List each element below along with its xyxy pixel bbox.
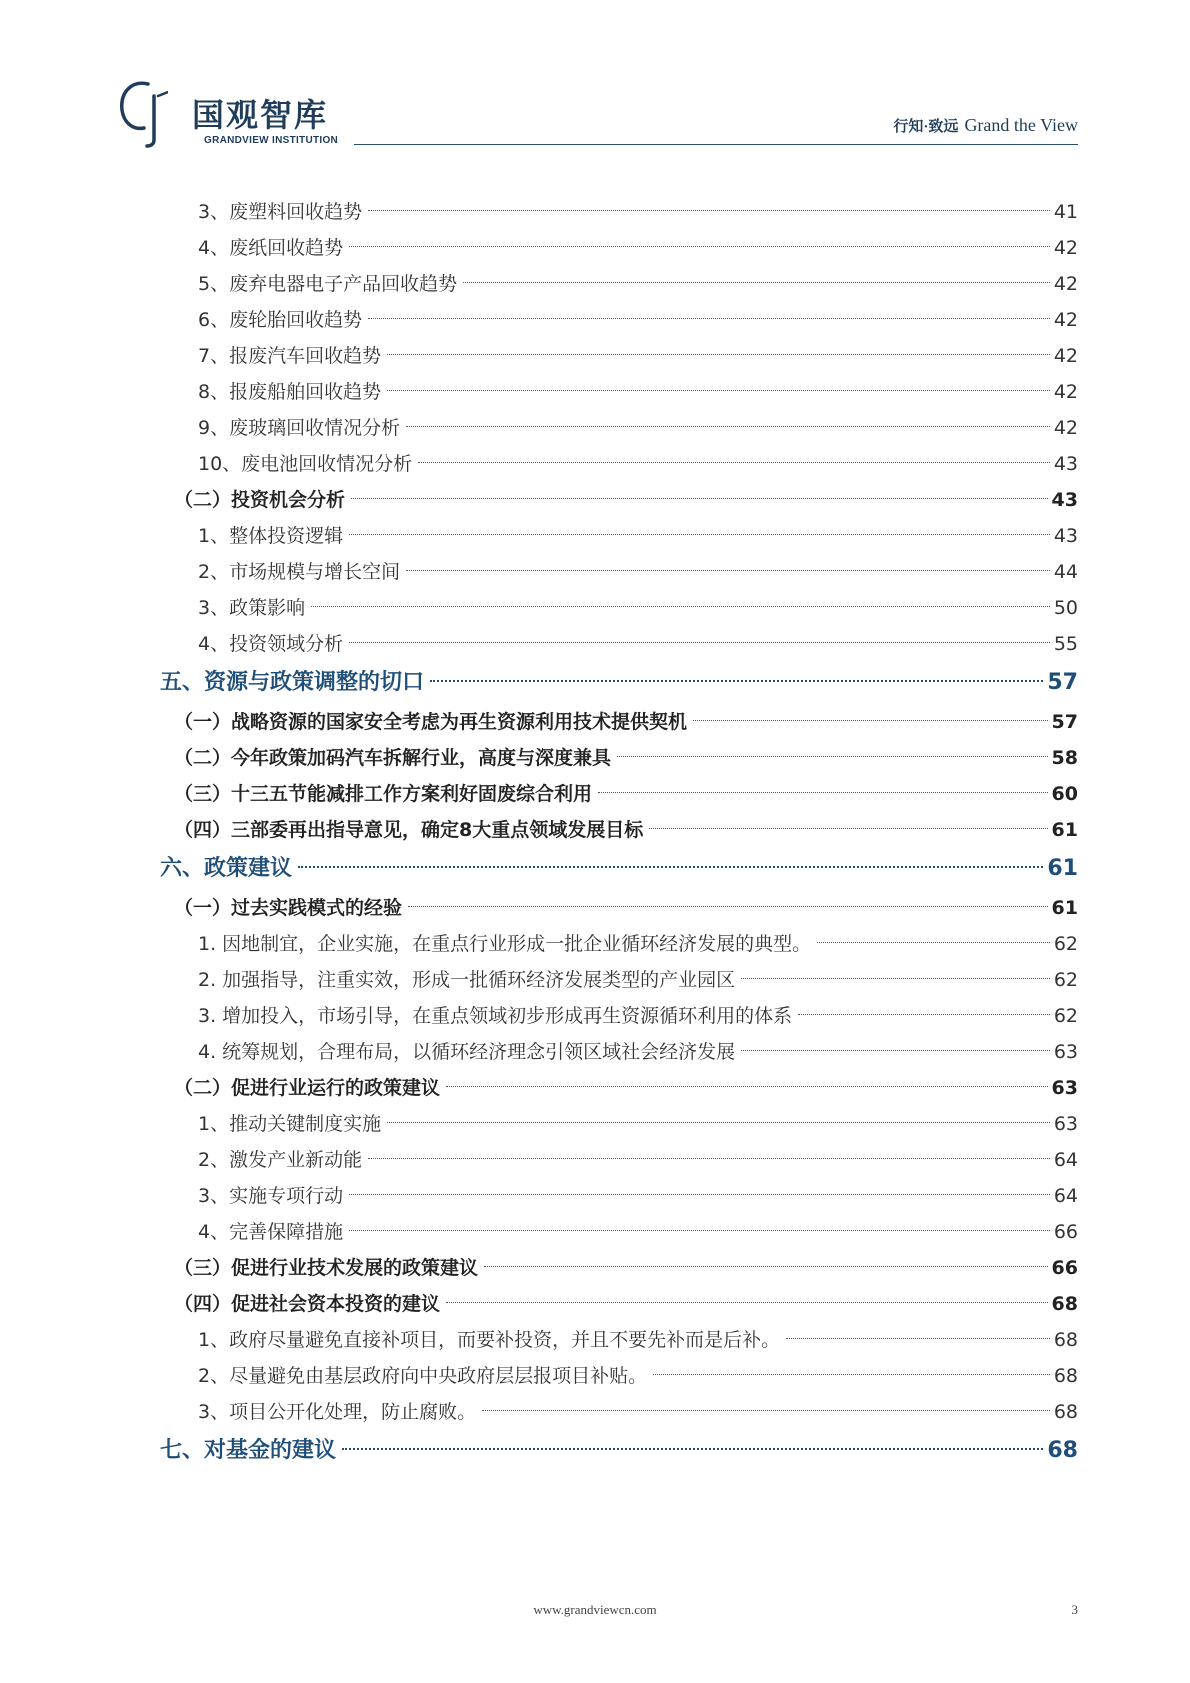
toc-dot-leader — [368, 210, 1050, 211]
toc-dot-leader — [342, 1448, 1043, 1450]
toc-entry-title: 2、市场规模与增长空间 — [198, 561, 401, 583]
toc-dot-leader — [368, 318, 1050, 319]
slogan-english: Grand the View — [964, 115, 1078, 135]
toc-entry-page: 61 — [1051, 819, 1078, 841]
toc-entry-title: 五、资源与政策调整的切口 — [160, 670, 425, 695]
toc-entry-page: 68 — [1051, 1293, 1078, 1315]
table-of-contents — [160, 194, 1078, 1472]
toc-entry-page: 63 — [1053, 1113, 1078, 1135]
toc-dot-leader — [387, 354, 1050, 355]
toc-dot-leader — [387, 390, 1050, 391]
toc-entry-level-3[interactable] — [160, 266, 1078, 302]
toc-dot-leader — [351, 498, 1048, 499]
toc-entry-page: 64 — [1053, 1185, 1078, 1207]
toc-entry-level-3[interactable] — [160, 446, 1078, 482]
toc-entry-title: 1、推动关键制度实施 — [198, 1113, 382, 1135]
toc-dot-leader — [349, 1230, 1050, 1231]
toc-entry-title: （三）十三五节能减排工作方案利好固废综合利用 — [174, 783, 593, 805]
toc-dot-leader — [368, 1158, 1050, 1159]
toc-entry-page: 68 — [1053, 1401, 1078, 1423]
toc-entry-level-2[interactable] — [160, 1286, 1078, 1322]
toc-entry-level-3[interactable] — [160, 998, 1078, 1034]
toc-entry-title: 4、投资领域分析 — [198, 633, 344, 655]
toc-dot-leader — [617, 756, 1048, 757]
toc-entry-page: 42 — [1053, 237, 1078, 259]
toc-entry-level-3[interactable] — [160, 1106, 1078, 1142]
toc-entry-title: 10、废电池回收情况分析 — [198, 453, 413, 475]
toc-entry-level-3[interactable] — [160, 1358, 1078, 1394]
toc-entry-page: 68 — [1053, 1329, 1078, 1351]
toc-entry-level-3[interactable] — [160, 1034, 1078, 1070]
toc-entry-title: （四）三部委再出指导意见，确定8大重点领域发展目标 — [174, 819, 644, 841]
toc-entry-page: 62 — [1053, 933, 1078, 955]
toc-entry-level-2[interactable] — [160, 890, 1078, 926]
toc-entry-level-2[interactable] — [160, 812, 1078, 848]
toc-entry-page: 57 — [1047, 670, 1078, 695]
toc-dot-leader — [418, 462, 1050, 463]
toc-entry-title: 4、完善保障措施 — [198, 1221, 344, 1243]
toc-entry-page: 61 — [1047, 856, 1078, 881]
toc-entry-page: 42 — [1053, 345, 1078, 367]
footer-website-url: www.grandviewcn.com — [533, 1602, 657, 1617]
toc-entry-title: （一）过去实践模式的经验 — [174, 897, 403, 919]
toc-entry-level-2[interactable] — [160, 1070, 1078, 1106]
toc-entry-level-1[interactable] — [160, 1430, 1078, 1472]
toc-entry-page: 42 — [1053, 309, 1078, 331]
toc-entry-title: （三）促进行业技术发展的政策建议 — [174, 1257, 479, 1279]
toc-entry-page: 63 — [1051, 1077, 1078, 1099]
toc-dot-leader — [649, 828, 1047, 829]
toc-entry-level-3[interactable] — [160, 230, 1078, 266]
toc-entry-level-3[interactable] — [160, 1322, 1078, 1358]
toc-entry-level-3[interactable] — [160, 926, 1078, 962]
grandview-logo-icon — [118, 78, 168, 148]
toc-entry-title: （二）投资机会分析 — [174, 489, 346, 511]
toc-entry-title: 2、激发产业新动能 — [198, 1149, 363, 1171]
toc-dot-leader — [653, 1374, 1050, 1375]
toc-dot-leader — [463, 282, 1050, 283]
logo-chinese-name: 国观智库 — [192, 96, 329, 134]
header-slogan — [893, 115, 1078, 136]
toc-entry-page: 66 — [1053, 1221, 1078, 1243]
toc-entry-level-3[interactable] — [160, 338, 1078, 374]
page-header — [118, 70, 1078, 150]
toc-dot-leader — [406, 426, 1050, 427]
toc-entry-title: 3、废塑料回收趋势 — [198, 201, 363, 223]
toc-dot-leader — [349, 1194, 1050, 1195]
toc-entry-level-3[interactable] — [160, 1178, 1078, 1214]
toc-entry-title: 3、项目公开化处理，防止腐败。 — [198, 1401, 477, 1423]
toc-entry-page: 55 — [1053, 633, 1078, 655]
toc-entry-title: （一）战略资源的国家安全考虑为再生资源利用技术提供契机 — [174, 711, 688, 733]
toc-entry-level-3[interactable] — [160, 1142, 1078, 1178]
toc-entry-title: 3、实施专项行动 — [198, 1185, 344, 1207]
toc-entry-page: 60 — [1051, 783, 1078, 805]
toc-entry-title: （四）促进社会资本投资的建议 — [174, 1293, 441, 1315]
toc-entry-page: 50 — [1053, 597, 1078, 619]
toc-dot-leader — [482, 1410, 1050, 1411]
footer-page-number: 3 — [1071, 1602, 1078, 1617]
toc-entry-page: 41 — [1053, 201, 1078, 223]
toc-entry-level-2[interactable] — [160, 740, 1078, 776]
toc-dot-leader — [598, 792, 1048, 793]
toc-entry-page: 57 — [1051, 711, 1078, 733]
toc-entry-title: 4、废纸回收趋势 — [198, 237, 344, 259]
slogan-chinese: 行知·致远 — [893, 119, 959, 135]
toc-entry-level-2[interactable] — [160, 1250, 1078, 1286]
toc-entry-title: （二）促进行业运行的政策建议 — [174, 1077, 441, 1099]
toc-entry-page: 42 — [1053, 381, 1078, 403]
toc-entry-level-3[interactable] — [160, 302, 1078, 338]
toc-entry-title: 9、废玻璃回收情况分析 — [198, 417, 401, 439]
toc-entry-title: 5、废弃电器电子产品回收趋势 — [198, 273, 458, 295]
toc-entry-page: 43 — [1053, 525, 1078, 547]
toc-entry-page: 43 — [1051, 489, 1078, 511]
toc-entry-page: 42 — [1053, 417, 1078, 439]
toc-entry-page: 64 — [1053, 1149, 1078, 1171]
toc-entry-level-3[interactable] — [160, 410, 1078, 446]
toc-entry-level-3[interactable] — [160, 194, 1078, 230]
toc-entry-level-3[interactable] — [160, 1214, 1078, 1250]
toc-entry-title: 3. 增加投入，市场引导，在重点领域初步形成再生资源循环利用的体系 — [198, 1005, 793, 1027]
toc-entry-title: 6、废轮胎回收趋势 — [198, 309, 363, 331]
toc-dot-leader — [408, 906, 1048, 907]
logo-english-name: GRANDVIEW INSTITUTION — [204, 135, 339, 146]
toc-dot-leader — [798, 1014, 1050, 1015]
toc-entry-title: 七、对基金的建议 — [160, 1438, 337, 1463]
toc-entry-level-3[interactable] — [160, 554, 1078, 590]
toc-entry-level-1[interactable] — [160, 662, 1078, 704]
toc-dot-leader — [349, 642, 1050, 643]
toc-entry-title: 3、政策影响 — [198, 597, 306, 619]
toc-entry-level-3[interactable] — [160, 962, 1078, 998]
toc-entry-page: 42 — [1053, 273, 1078, 295]
toc-dot-leader — [741, 978, 1050, 979]
header-divider — [354, 144, 1078, 145]
toc-entry-title: （二）今年政策加码汽车拆解行业，高度与深度兼具 — [174, 747, 612, 769]
toc-entry-page: 68 — [1047, 1438, 1078, 1463]
toc-entry-level-2[interactable] — [160, 776, 1078, 812]
toc-dot-leader — [430, 680, 1043, 682]
toc-dot-leader — [786, 1338, 1050, 1339]
toc-entry-title: 1、整体投资逻辑 — [198, 525, 344, 547]
toc-dot-leader — [387, 1122, 1050, 1123]
toc-dot-leader — [349, 534, 1050, 535]
toc-dot-leader — [817, 942, 1050, 943]
toc-entry-title: 六、政策建议 — [160, 856, 293, 881]
toc-entry-level-3[interactable] — [160, 626, 1078, 662]
toc-entry-title: 4. 统筹规划，合理布局，以循环经济理念引领区域社会经济发展 — [198, 1041, 736, 1063]
toc-entry-title: 2. 加强指导，注重实效，形成一批循环经济发展类型的产业园区 — [198, 969, 736, 991]
toc-entry-page: 58 — [1051, 747, 1078, 769]
toc-entry-page: 62 — [1053, 969, 1078, 991]
toc-entry-level-2[interactable] — [160, 704, 1078, 740]
toc-dot-leader — [484, 1266, 1048, 1267]
toc-entry-page: 68 — [1053, 1365, 1078, 1387]
toc-dot-leader — [349, 246, 1050, 247]
toc-dot-leader — [298, 866, 1043, 868]
toc-dot-leader — [406, 570, 1050, 571]
toc-entry-page: 63 — [1053, 1041, 1078, 1063]
toc-dot-leader — [446, 1302, 1048, 1303]
toc-entry-page: 61 — [1051, 897, 1078, 919]
toc-entry-level-3[interactable] — [160, 518, 1078, 554]
toc-entry-page: 44 — [1053, 561, 1078, 583]
toc-entry-page: 66 — [1051, 1257, 1078, 1279]
toc-entry-level-2[interactable] — [160, 482, 1078, 518]
toc-entry-title: 2、尽量避免由基层政府向中央政府层层报项目补贴。 — [198, 1365, 648, 1387]
toc-entry-level-3[interactable] — [160, 1394, 1078, 1430]
toc-entry-title: 8、报废船舶回收趋势 — [198, 381, 382, 403]
toc-entry-level-3[interactable] — [160, 374, 1078, 410]
toc-entry-title: 1、政府尽量避免直接补项目，而要补投资，并且不要先补而是后补。 — [198, 1329, 781, 1351]
toc-entry-title: 1. 因地制宜，企业实施，在重点行业形成一批企业循环经济发展的典型。 — [198, 933, 812, 955]
toc-entry-title: 7、报废汽车回收趋势 — [198, 345, 382, 367]
toc-dot-leader — [693, 720, 1048, 721]
toc-entry-page: 43 — [1053, 453, 1078, 475]
toc-dot-leader — [446, 1086, 1048, 1087]
toc-dot-leader — [311, 606, 1050, 607]
toc-entry-page: 62 — [1053, 1005, 1078, 1027]
toc-entry-level-1[interactable] — [160, 848, 1078, 890]
toc-entry-level-3[interactable] — [160, 590, 1078, 626]
toc-dot-leader — [741, 1050, 1050, 1051]
